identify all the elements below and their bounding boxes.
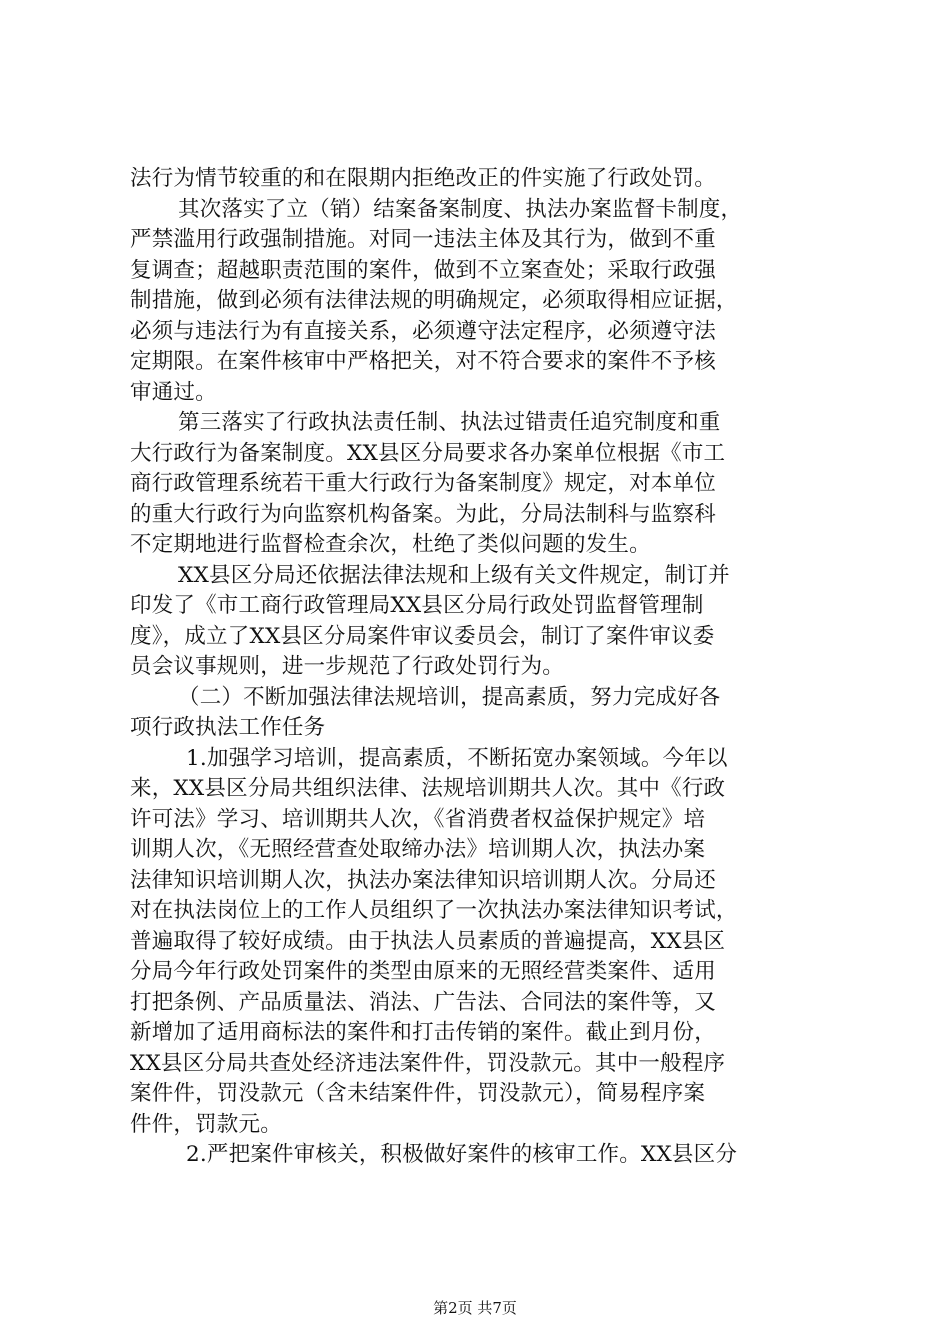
body-text-line: 其次落实了立（销）结案备案制度、执法办案监督卡制度，: [178, 196, 743, 222]
body-text-line: 定期限。在案件核审中严格把关，对不符合要求的案件不予核: [130, 349, 716, 374]
body-text-line: 商行政管理系统若干重大行政行为备案制度》规定，对本单位: [130, 471, 716, 496]
body-text-line: 2.严把案件审核关，积极做好案件的核审工作。XX县区分: [186, 1142, 738, 1167]
body-text-line: 案件件，罚没款元（含未结案件件，罚没款元），简易程序案: [130, 1081, 706, 1106]
body-text-line: 1.加强学习培训，提高素质，不断拓宽办案领域。今年以: [186, 745, 728, 771]
body-text-line: 普遍取得了较好成绩。由于执法人员素质的普遍提高，XX县区: [130, 928, 726, 954]
body-text-line: 训期人次，《无照经营查处取缔办法》培训期人次，执法办案: [130, 837, 706, 862]
section-heading-line: （二）不断加强法律法规培训，提高素质，努力完成好各: [178, 684, 721, 710]
body-text-line: XX县区分局共查处经济违法案件件，罚没款元。其中一般程序: [130, 1050, 726, 1076]
body-text-line: 不定期地进行监督检查余次，杜绝了类似问题的发生。: [130, 532, 651, 557]
body-text-line: 度》，成立了XX县区分局案件审议委员会，制订了案件审议委: [130, 623, 715, 649]
body-text-line: 来，XX县区分局共组织法律、法规培训期共人次。其中《行政: [130, 776, 726, 801]
body-text-line: 打把条例、产品质量法、消法、广告法、合同法的案件等，又: [130, 989, 716, 1015]
body-text-line: 第三落实了行政执法责任制、执法过错责任追究制度和重: [178, 410, 721, 435]
body-text-line: 复调查；超越职责范围的案件，做到不立案查处；采取行政强: [130, 257, 716, 283]
body-text-line: 对在执法岗位上的工作人员组织了一次执法办案法律知识考试，: [130, 898, 738, 923]
body-text-line: 印发了《市工商行政管理局XX县区分局行政处罚监督管理制: [130, 593, 704, 618]
body-text-line: 必须与违法行为有直接关系，必须遵守法定程序，必须遵守法: [130, 318, 716, 344]
section-heading-line: 项行政执法工作任务: [130, 715, 326, 740]
body-text-line: 大行政行为备案制度。XX县区分局要求各办案单位根据《市工: [130, 440, 726, 466]
body-text-line: 法行为情节较重的和在限期内拒绝改正的件实施了行政处罚。: [130, 166, 716, 191]
body-text-line: XX县区分局还依据法律法规和上级有关文件规定，制订并: [178, 562, 730, 588]
body-text-line: 员会议事规则，进一步规范了行政处罚行为。: [130, 654, 565, 679]
body-text-line: 审通过。: [130, 379, 217, 405]
body-text-line: 的重大行政行为向监察机构备案。为此，分局法制科与监察科: [130, 501, 716, 527]
page-footer: 第2页 共7页: [433, 1299, 517, 1317]
body-text-line: 件件，罚款元。: [130, 1111, 282, 1137]
body-text-line: 法律知识培训期人次，执法办案法律知识培训期人次。分局还: [130, 867, 716, 893]
body-text-line: 严禁滥用行政强制措施。对同一违法主体及其行为，做到不重: [130, 227, 716, 252]
body-text-line: 制措施，做到必须有法律法规的明确规定，必须取得相应证据，: [130, 288, 738, 313]
body-text-line: 许可法》学习、培训期共人次，《省消费者权益保护规定》培: [130, 806, 706, 832]
body-text-line: 分局今年行政处罚案件的类型由原来的无照经营类案件、适用: [130, 959, 716, 984]
body-text-line: 新增加了适用商标法的案件和打击传销的案件。截止到月份，: [130, 1020, 716, 1045]
